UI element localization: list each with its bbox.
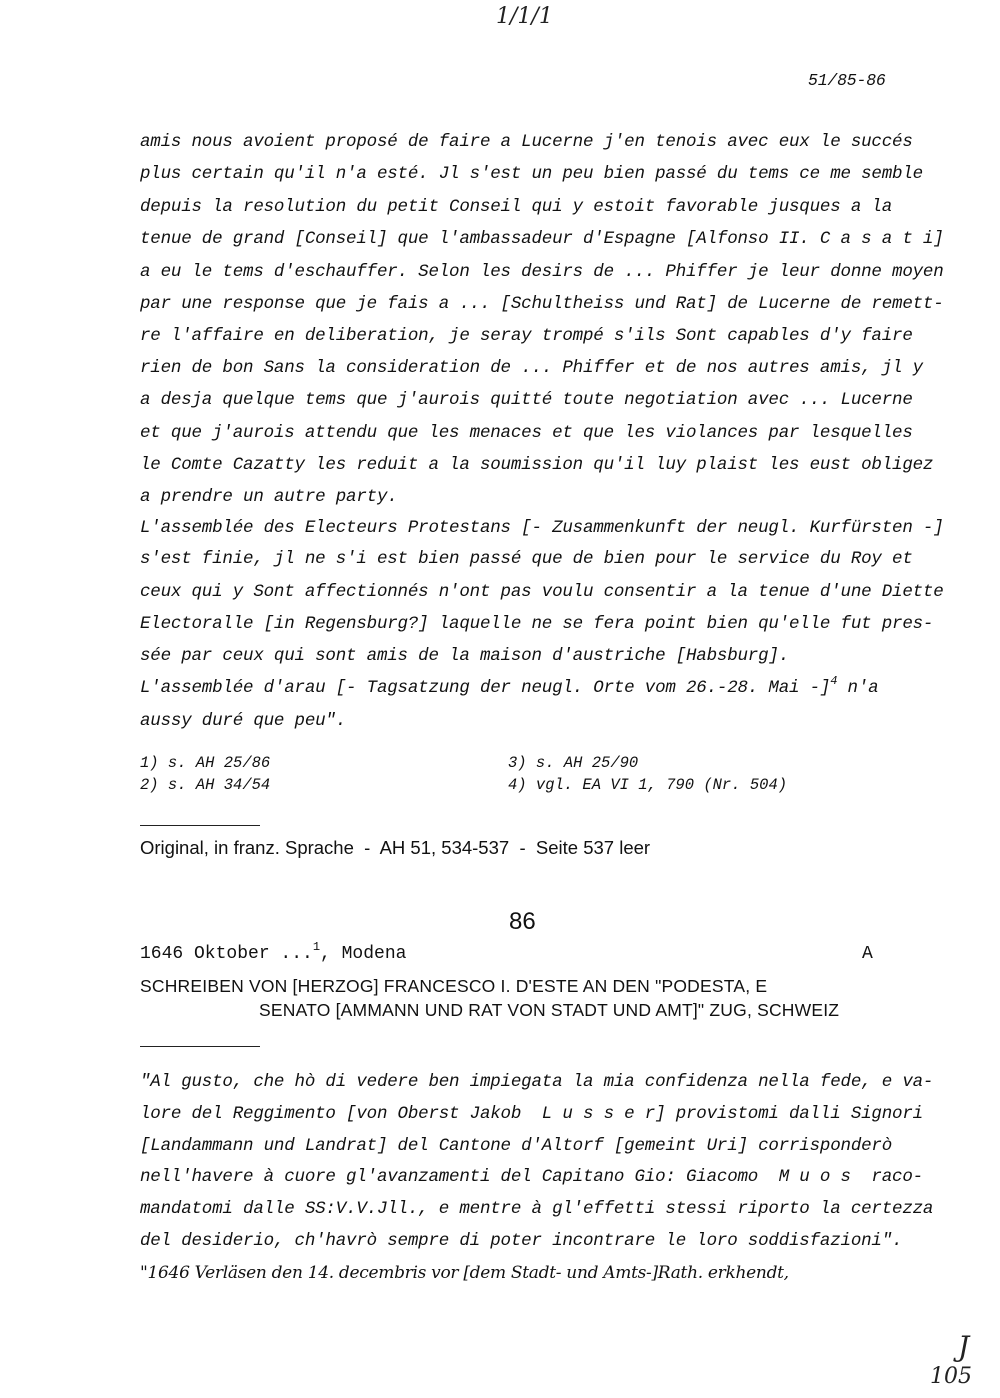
body-line: depuis la resolution du petit Conseil qui y estoit favorable jusques a la	[140, 197, 893, 217]
divider-rule	[140, 825, 260, 826]
body-line: par une response que je fais a ... [Schultheiss und Rat] de Lucerne de remett-	[140, 294, 944, 314]
body-line: tenue de grand [Conseil] que l'ambassadeur d'Espagne [Alfonso II. C a s a t i]	[140, 229, 944, 249]
body-line: del desiderio, ch'havrò sempre di poter incontrare le loro soddisfazioni".	[140, 1231, 903, 1251]
body-line: Electoralle [in Regensburg?] laquelle ne se fera point bien qu'elle fut pres-	[140, 614, 934, 634]
footnote-marker: 1	[312, 940, 321, 954]
footnote: 1) s. AH 25/86	[140, 754, 271, 772]
body-line: et que j'aurois attendu que les menaces et que les violances par lesquelles	[140, 423, 913, 443]
body-line: "Al gusto, che hò di vedere ben impiegata la mia confidenza nella fede, e va-	[140, 1072, 934, 1092]
script-line: "1646 Verläsen den 14. decembris vor [dem Stadt- und Amts-]Rath. erkhendt,	[140, 1263, 789, 1283]
page-reference: 51/85-86	[808, 71, 886, 90]
body-line: s'est finie, jl ne s'i est bien passé que de bien pour le service du Roy et	[140, 549, 913, 569]
body-line: mandatomi dalle SS:V.V.Jll., e mentre à gl'effetti stessi riporto la certezza	[140, 1199, 934, 1219]
top-handwritten-mark: 1/1/1	[496, 4, 553, 29]
heading-text: SCHREIBEN VON [HERZOG] FRANCESCO I. D'ESTE AN DEN "PODESTA, E	[140, 976, 768, 996]
source-line: Original, in franz. Sprache - AH 51, 534-537 - Seite 537 leer	[140, 837, 651, 858]
footnote: 2) s. AH 34/54	[140, 776, 271, 794]
corner-handwritten-mark: J	[958, 1330, 970, 1363]
body-line: amis nous avoient proposé de faire a Lucerne j'en tenois avec eux le succés	[140, 132, 913, 152]
body-line: ceux qui y Sont affectionnés n'ont pas voulu consentir a la tenue d'une Diette	[140, 582, 944, 602]
body-line: re l'affaire en deliberation, je seray trompé s'ils Sont capables d'y faire	[140, 326, 913, 346]
body-line-with-footnote	[140, 676, 878, 700]
body-line: [Landammann und Landrat] del Cantone d'Altorf [gemeint Uri] corrisponderò	[140, 1136, 893, 1156]
footnote: 3) s. AH 25/90	[508, 754, 639, 772]
line-text: L'assemblée d'arau [- Tagsatzung der neugl. Orte vom 26.-28. Mai -]	[140, 678, 831, 698]
body-line: le Comte Cazatty les reduit a la soumission qu'il luy plaist les eust obligez	[140, 455, 934, 475]
body-line: a eu le tems d'eschauffer. Selon les desirs de ... Phiffer je leur donne moyen	[140, 262, 944, 282]
document-heading-line	[140, 974, 767, 1000]
body-line: a prendre un autre party.	[140, 487, 398, 507]
body-line: a desja quelque tems que j'aurois quitté toute negotiation avec ... Lucerne	[140, 390, 913, 410]
body-line: lore del Reggimento [von Oberst Jakob L u s s e r] provistomi dalli Signori	[140, 1104, 923, 1124]
footnote-marker: 4	[830, 674, 838, 688]
body-line: L'assemblée des Electeurs Protestans [- Zusammenkunft der neugl. Kurfürsten -]	[140, 518, 944, 538]
body-line: nell'havere à cuore gl'avanzamenti del Capitano Gio: Giacomo M u o s raco-	[140, 1167, 923, 1187]
body-line: aussy duré que peu".	[140, 711, 347, 731]
body-line: sée par ceux qui sont amis de la maison d'austriche [Habsburg].	[140, 646, 790, 666]
footnote: 4) vgl. EA VI 1, 790 (Nr. 504)	[508, 776, 788, 794]
date-line	[140, 942, 406, 966]
divider-rule	[140, 1046, 260, 1047]
heading-text: SENATO [AMMANN UND RAT VON STADT UND AMT]" ZUG, SCHWEIZ	[259, 1000, 840, 1020]
grade-letter: A	[862, 944, 873, 964]
date-text: 1646 Oktober ...	[140, 944, 313, 964]
document-heading-line	[259, 998, 839, 1024]
place-text: , Modena	[320, 944, 407, 964]
corner-handwritten-page-number: 105	[930, 1364, 972, 1389]
body-line: rien de bon Sans la consideration de ... Phiffer et de nos autres amis, jl y	[140, 358, 923, 378]
line-text: n'a	[837, 678, 879, 698]
body-line: plus certain qu'il n'a esté. Jl s'est un peu bien passé du tems ce me semble	[140, 164, 923, 184]
document-number: 86	[509, 908, 536, 935]
